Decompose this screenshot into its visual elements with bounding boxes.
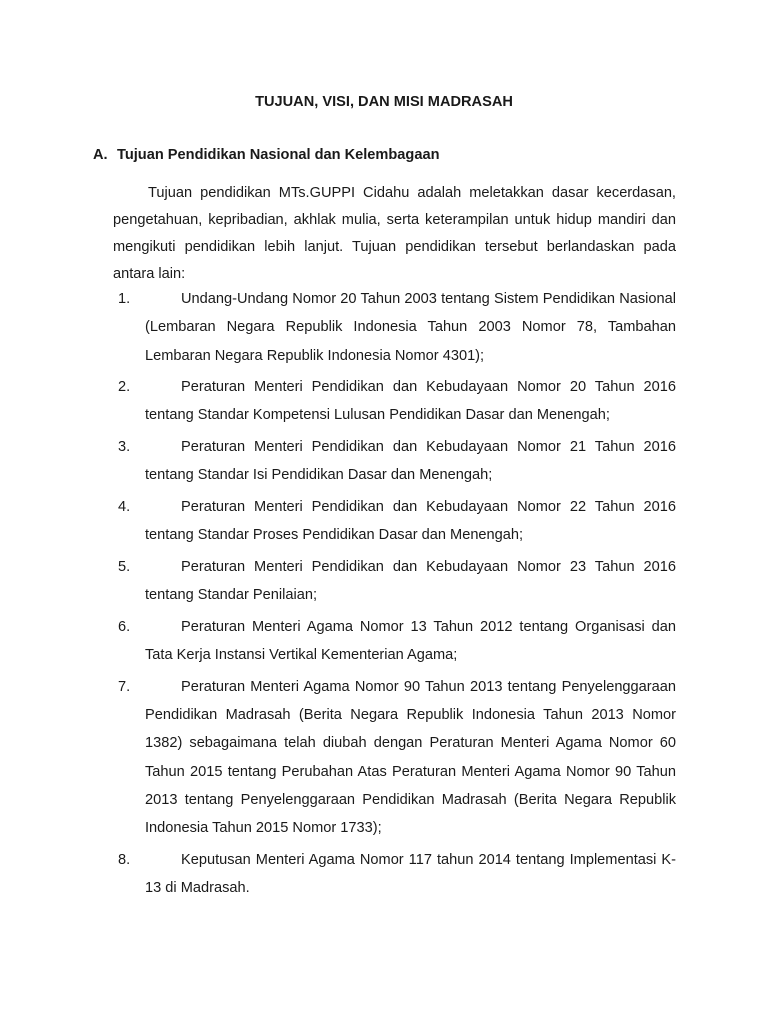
section-heading [93,145,439,165]
list-item [113,613,676,670]
list-item-text: Peraturan Menteri Pendidikan dan Kebudayaan Nomor 22 Tahun 2016 tentang Standar Proses Pendidikan Dasar dan Menengah; [145,498,676,544]
list-item-number: 1. [118,291,131,307]
list-item-text: Peraturan Menteri Pendidikan dan Kebudayaan Nomor 23 Tahun 2016 tentang Standar Penilaian; [145,558,676,604]
list-item-number: 2. [118,379,131,396]
list-item [113,373,676,430]
list-item [113,285,676,370]
list-item-text: Peraturan Menteri Agama Nomor 13 Tahun 2012 tentang Organisasi dan Tata Kerja Instansi Vertikal Kementerian Agama; [145,618,676,664]
list-item-number: 6. [118,618,131,635]
intro-paragraph: Tujuan pendidikan MTs.GUPPI Cidahu adalah meletakkan dasar kecerdasan, pengetahuan, kepribadian, akhlak mulia, serta keterampilan untuk hidup mandiri dan mengikuti pendidikan lebih lanjut. Tujuan pendidikan tersebut berlandaskan pada antara lain: [113,185,676,282]
list-item [113,433,676,490]
list-item-text: Undang-Undang Nomor 20 Tahun 2003 tentang Sistem Pendidikan Nasional (Lembaran Negara Republik Indonesia Tahun 2003 Nomor 78, Tambahan Lembaran Negara Republik Indonesia Nomor 4301); [145,291,676,364]
list-item [113,493,676,550]
page-title: TUJUAN, VISI, DAN MISI MADRASAH [255,94,513,110]
legal-basis-list [113,285,676,906]
section-letter: A. [93,147,108,163]
section-heading-text: Tujuan Pendidikan Nasional dan Kelembagaan [117,147,440,163]
list-item [113,553,676,610]
list-item-number: 7. [118,678,131,695]
list-item-text: Peraturan Menteri Pendidikan dan Kebudayaan Nomor 21 Tahun 2016 tentang Standar Isi Pendidikan Dasar dan Menengah; [145,439,676,484]
list-item-number: 5. [118,558,131,575]
list-item [113,846,676,903]
list-item-text: Peraturan Menteri Pendidikan dan Kebudayaan Nomor 20 Tahun 2016 tentang Standar Kompetensi Lulusan Pendidikan Dasar dan Menengah; [145,379,676,424]
list-item-number: 4. [118,498,131,515]
list-item-text: Peraturan Menteri Agama Nomor 90 Tahun 2013 tentang Penyelenggaraan Pendidikan Madrasah (Berita Negara Republik Indonesia Tahun 2013 Nomor 1382) sebagaimana telah diubah dengan Peraturan Menteri Agama Nomor 60 Tahun 2015 tentang Perubahan Atas Peraturan Menteri Agama Nomor 90 Tahun 2013 tentang Penyelenggaraan Pendidikan Madrasah (Berita Negara Republik Indonesia Tahun 2015 Nomor 1733); [145,678,676,837]
list-item [113,673,676,843]
list-item-text: Keputusan Menteri Agama Nomor 117 tahun 2014 tentang Implementasi K-13 di Madrasah. [145,851,676,897]
list-item-number: 3. [118,439,131,456]
list-item-number: 8. [118,851,131,868]
